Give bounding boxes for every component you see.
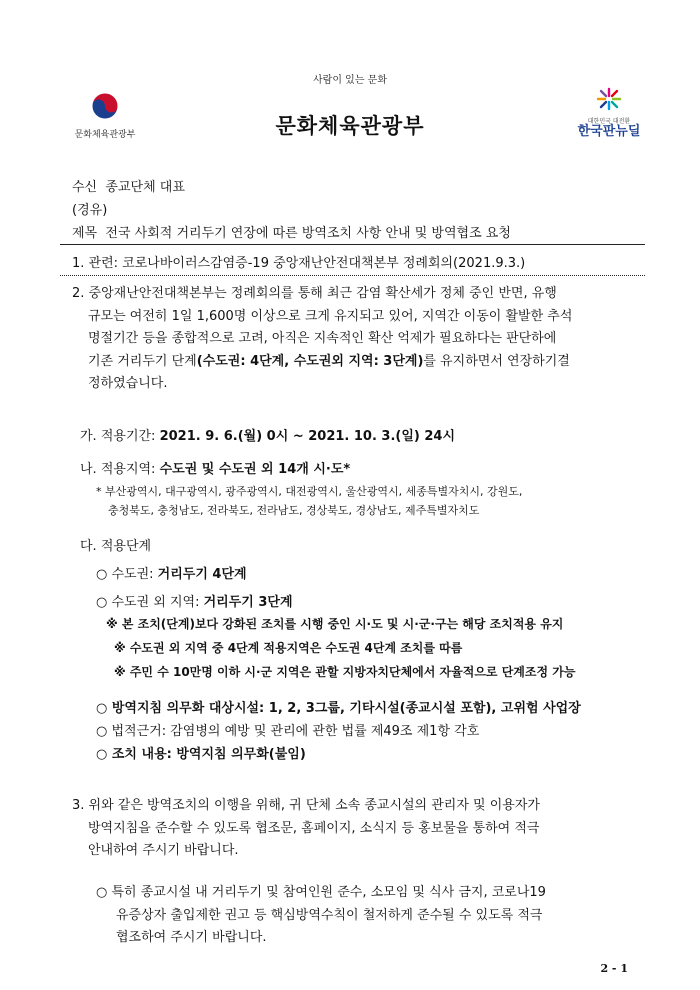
page-number: 2 - 1 [600, 962, 628, 975]
stage-note-1: ※ 본 조치(단계)보다 강화된 조치를 시행 중인 시·도 및 시·군·구는 해당 조치적용 유지 [106, 617, 564, 631]
item-2-text: 기존 거리두기 단계 [88, 353, 197, 369]
subject-label: 제목 [72, 226, 98, 241]
item-3-paragraph [72, 795, 540, 863]
sub-ga-value: 2021. 9. 6.(월) 0시 ~ 2021. 10. 3.(일) 24시 [159, 429, 456, 444]
item-3-sub-line: ○ 특히 종교시설 내 거리두기 및 참여인원 준수, 소모임 및 식사 금지, 코로나19 [96, 885, 546, 900]
capital-stage-label: ○ 수도권: [96, 567, 158, 582]
noncapital-stage-value: 거리두기 3단계 [203, 595, 293, 610]
item-2-emphasis: (수도권: 4단계, 수도권외 지역: 3단계) [196, 353, 424, 369]
item-2-paragraph [72, 283, 572, 396]
item-2-line: 2. 중앙재난안전대책본부는 정례회의를 통해 최근 감염 확산세가 정체 중인 반면, 유행 [72, 286, 557, 301]
new-deal-wordmark: 한국판뉴딜 [577, 124, 641, 139]
capital-stage-value: 거리두기 4단계 [157, 567, 247, 582]
via-row: (경유) [72, 203, 108, 218]
region-footnote-line: 충청북도, 충청남도, 전라북도, 전라남도, 경상북도, 경상남도, 제주특별자치도 [108, 504, 480, 517]
stage-note-2: ※ 수도권 외 지역 중 4단계 적용지역은 수도권 4단계 조치를 따름 [114, 641, 463, 655]
sub-ga-period [80, 425, 455, 444]
sub-na-label: 나. 적용지역: [80, 462, 160, 477]
item-3-sub-line: 협조하여 주시기 바랍니다. [116, 930, 267, 945]
sub-ga-label: 가. 적용기간: [80, 429, 160, 444]
stage-note-3: ※ 주민 수 10만명 이하 시·군 지역은 관할 지방자치단체에서 자율적으로 단계조정 가능 [114, 665, 576, 679]
region-footnote [96, 482, 522, 520]
item-2-line: 명절기간 등을 종합적으로 고려, 아직은 지속적인 확산 억제가 필요하다는 판단하에 [88, 331, 557, 346]
new-deal-starburst-icon [592, 87, 626, 111]
noncapital-stage [96, 591, 293, 610]
item-2-line: 정하였습니다. [88, 376, 168, 391]
capital-stage [96, 563, 247, 582]
item-3-line: 3. 위와 같은 방역조치의 이행을 위해, 귀 단체 소속 종교시설의 관리자 및 이용자가 [72, 798, 540, 813]
sub-da-label: 다. 적용단계 [80, 539, 152, 554]
recipient-value: 종교단체 대표 [105, 180, 185, 195]
new-deal-logo [574, 87, 644, 139]
recipient-label: 수신 [72, 180, 98, 195]
mandatory-facilities: ○ 방역지침 의무화 대상시설: 1, 2, 3그룹, 기타시설(종교시설 포함), 고위험 사업장 [96, 701, 581, 716]
noncapital-stage-label: ○ 수도권 외 지역: [96, 595, 204, 610]
item-3-sub-line: 유증상자 출입제한 권고 등 핵심방역수칙이 철저하게 준수될 수 있도록 적극 [116, 907, 543, 923]
item-1-related: 1. 관련: 코로나바이러스감염증-19 중앙재난안전대책본부 정례회의(2021.9.3.) [72, 256, 526, 271]
item-2-text: 를 유지하면서 연장하기결 [423, 353, 570, 369]
item-2-line [72, 351, 572, 374]
subject-value: 전국 사회적 거리두기 연장에 따른 방역조치 사항 안내 및 방역협조 요청 [105, 226, 511, 241]
recipient-row [72, 176, 185, 195]
government-logo-label: 문화체육관광부 [74, 130, 136, 140]
legal-basis: ○ 법적근거: 감염병의 예방 및 관리에 관한 법률 제49조 제1항 각호 [96, 724, 480, 739]
region-footnote-line: * 부산광역시, 대구광역시, 광주광역시, 대전광역시, 울산광역시, 세종특별자치시, 강원도, [96, 485, 523, 498]
measure-content: ○ 조치 내용: 방역지침 의무화(불임) [96, 747, 306, 762]
item-2-line: 규모는 여전히 1일 1,600명 이상으로 크게 유지되고 있어, 지역간 이동이 활발한 추석 [88, 308, 573, 324]
sub-na-value: 수도권 및 수도권 외 14개 시·도* [159, 462, 351, 477]
slogan: 사람이 있는 문화 [313, 75, 387, 86]
item-3-line: 방역지침을 준수할 수 있도록 협조문, 홈페이지, 소식지 등 홍보물을 통하여 적극 [88, 820, 540, 836]
item-1-divider [60, 275, 645, 276]
item-3-sub-paragraph [96, 882, 546, 950]
item-3-line: 안내하여 주시기 바랍니다. [88, 843, 239, 858]
sub-na-region [80, 458, 350, 477]
subject-divider [60, 244, 645, 245]
new-deal-tagline: 대한민국 대전환 [587, 118, 631, 125]
ministry-title: 문화체육관광부 [275, 114, 425, 138]
subject-row [72, 222, 511, 241]
